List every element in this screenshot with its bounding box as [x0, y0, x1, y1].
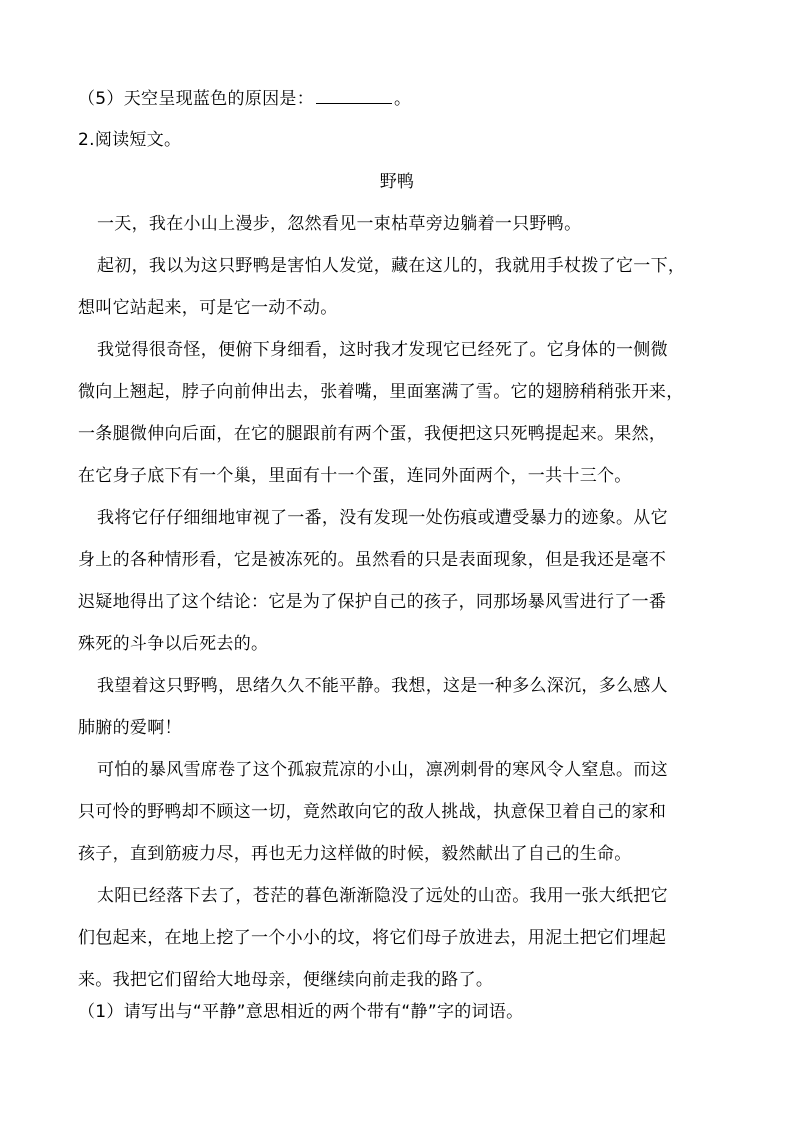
- question-5-text: （5）天空呈现蓝色的原因是：: [78, 89, 315, 109]
- story-line-7: 在它身子底下有一个巢，里面有十一个蛋，连同外面两个，一共十三个。: [78, 466, 632, 486]
- story-line-2: 起初，我以为这只野鸭是害怕人发觉，藏在这儿的，我就用手杖拨了它一下，: [97, 256, 686, 276]
- answer-blank[interactable]: [316, 88, 392, 104]
- story-line-11: 殊死的斗争以后死去的。: [78, 634, 269, 654]
- story-line-13: 肺腑的爱啊！: [78, 718, 182, 738]
- question-2-header: 2.阅读短文。: [78, 130, 182, 150]
- story-line-16: 孩子，直到筋疲力尽，再也无力这样做的时候，毅然献出了自己的生命。: [78, 844, 632, 864]
- story-line-18: 们包起来，在地上挖了一个小小的坟，将它们母子放进去，用泥土把它们埋起: [78, 928, 667, 948]
- story-line-17: 太阳已经落下去了，苍茫的暮色渐渐隐没了远处的山峦。我用一张大纸把它: [97, 886, 668, 906]
- story-title: 野鸭: [379, 172, 415, 192]
- question-5: [78, 88, 411, 109]
- story-line-4: 我觉得很奇怪，便俯下身细看，这时我才发现它已经死了。它身体的一侧微: [97, 340, 668, 360]
- story-line-6: 一条腿微伸向后面，在它的腿跟前有两个蛋，我便把这只死鸭提起来。果然，: [78, 424, 667, 444]
- story-line-1: 一天，我在小山上漫步，忽然看见一束枯草旁边躺着一只野鸭。: [97, 214, 582, 234]
- question-5-end: 。: [394, 89, 412, 109]
- story-line-10: 迟疑地得出了这个结论：它是为了保护自己的孩子，同那场暴风雪进行了一番: [78, 592, 667, 612]
- story-line-19: 来。我把它们留给大地母亲，便继续向前走我的路了。: [78, 970, 494, 990]
- story-line-14: 可怕的暴风雪席卷了这个孤寂荒凉的小山，凛冽刺骨的寒风令人窒息。而这: [97, 760, 668, 780]
- story-line-3: 想叫它站起来，可是它一动不动。: [78, 298, 338, 318]
- story-line-12: 我望着这只野鸭，思绪久久不能平静。我想，这是一种多么深沉，多么感人: [97, 676, 668, 696]
- story-line-5: 微向上翘起，脖子向前伸出去，张着嘴，里面塞满了雪。它的翅膀稍稍张开来，: [78, 382, 684, 402]
- sub-question-1: （1）请写出与“平静”意思相近的两个带有“静”字的词语。: [78, 1002, 524, 1022]
- story-line-15: 只可怜的野鸭却不顾这一切，竟然敢向它的敌人挑战，执意保卫着自己的家和: [78, 802, 667, 822]
- story-line-9: 身上的各种情形看，它是被冻死的。虽然看的只是表面现象，但是我还是毫不: [78, 550, 667, 570]
- story-line-8: 我将它仔仔细细地审视了一番，没有发现一处伤痕或遭受暴力的迹象。从它: [97, 508, 668, 528]
